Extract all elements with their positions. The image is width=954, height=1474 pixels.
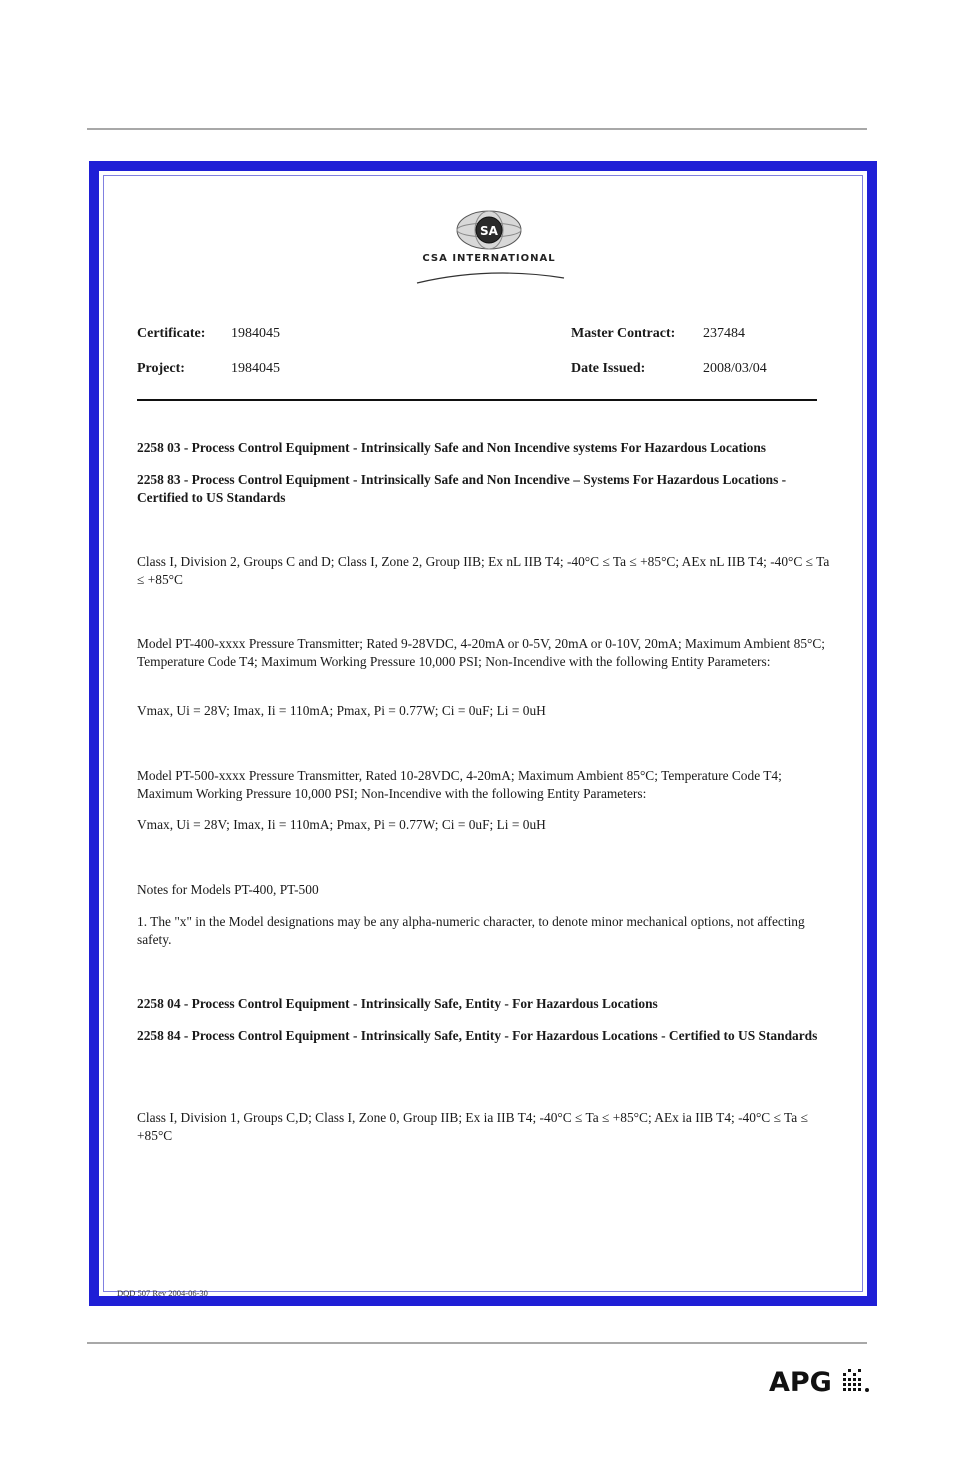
logo-text: CSA INTERNATIONAL <box>422 253 556 264</box>
apg-logo <box>769 1365 879 1395</box>
certificate-page <box>103 175 863 1298</box>
model-pt500-parameters: Vmax, Ui = 28V; Imax, Ii = 110mA; Pmax, Pi = 0.77W; Ci = 0uF; Li = 0uH <box>137 817 546 832</box>
notes-title: Notes for Models PT-400, PT-500 <box>137 882 319 897</box>
model-pt400-parameters: Vmax, Ui = 28V; Imax, Ii = 110mA; Pmax, Pi = 0.77W; Ci = 0uF; Li = 0uH <box>137 703 546 718</box>
logo-mark: SA <box>480 224 498 238</box>
classification-text: Class I, Division 2, Groups C and D; Class I, Zone 2, Group IIB; Ex nL IIB T4; -40°C ≤ Ta ≤ +85°C; AEx nL IIB T4; -40°C ≤ Ta ≤ +85°C <box>137 554 830 587</box>
csa-logo <box>409 208 579 288</box>
model-pt500-description: Model PT-500-xxxx Pressure Transmitter, Rated 10-28VDC, 4-20mA; Maximum Ambient 85°C; Temperature Code T4; Maximum Working Pressure 10,000 PSI; Non-Incendive with the following Entity Parameters: <box>137 768 782 801</box>
section-title-us: 2258 83 - Process Control Equipment - Intrinsically Safe and Non Incendive – Systems For Hazardous Locations - Certified to US Standards <box>137 472 787 505</box>
project-value: 1984045 <box>231 361 280 376</box>
apg-logo-text: APG <box>769 1367 832 1395</box>
project-label: Project: <box>137 361 185 376</box>
section-title: 2258 03 - Process Control Equipment - Intrinsically Safe and Non Incendive systems For Hazardous Locations <box>137 440 767 455</box>
model-pt400-description: Model PT-400-xxxx Pressure Transmitter; Rated 9-28VDC, 4-20mA or 0-5V, 20mA or 0-10V, 20mA; Maximum Ambient 85°C; Temperature Code T4; Maximum Working Pressure 10,000 PSI; Non-Incendive with the following Entity Parameters: <box>137 636 826 669</box>
date-issued-value: 2008/03/04 <box>703 361 767 376</box>
certificate-label: Certificate: <box>137 326 206 341</box>
bottom-divider <box>87 1342 867 1344</box>
date-issued-label: Date Issued: <box>571 361 646 376</box>
section-title: 2258 04 - Process Control Equipment - Intrinsically Safe, Entity - For Hazardous Locations <box>137 996 658 1011</box>
certificate-frame <box>89 161 877 1306</box>
header-divider <box>137 399 817 401</box>
top-divider <box>87 128 867 130</box>
apg-grid-icon <box>843 1369 869 1392</box>
master-contract-label: Master Contract: <box>571 326 676 341</box>
csa-globe-icon <box>409 208 579 288</box>
note-item: 1. The "x" in the Model designations may be any alpha-numeric character, to denote minor mechanical options, not affecting safety. <box>137 914 805 947</box>
section-title-us: 2258 84 - Process Control Equipment - Intrinsically Safe, Entity - For Hazardous Locations - Certified to US Standards <box>137 1028 818 1043</box>
certificate-value: 1984045 <box>231 326 280 341</box>
master-contract-value: 237484 <box>703 326 745 341</box>
form-id: DQD 507 Rev 2004-06-30 <box>117 1288 208 1298</box>
classification-text: Class I, Division 1, Groups C,D; Class I, Zone 0, Group IIB; Ex ia IIB T4; -40°C ≤ Ta ≤ +85°C; AEx ia IIB T4; -40°C ≤ Ta ≤ +85°C <box>137 1110 808 1143</box>
